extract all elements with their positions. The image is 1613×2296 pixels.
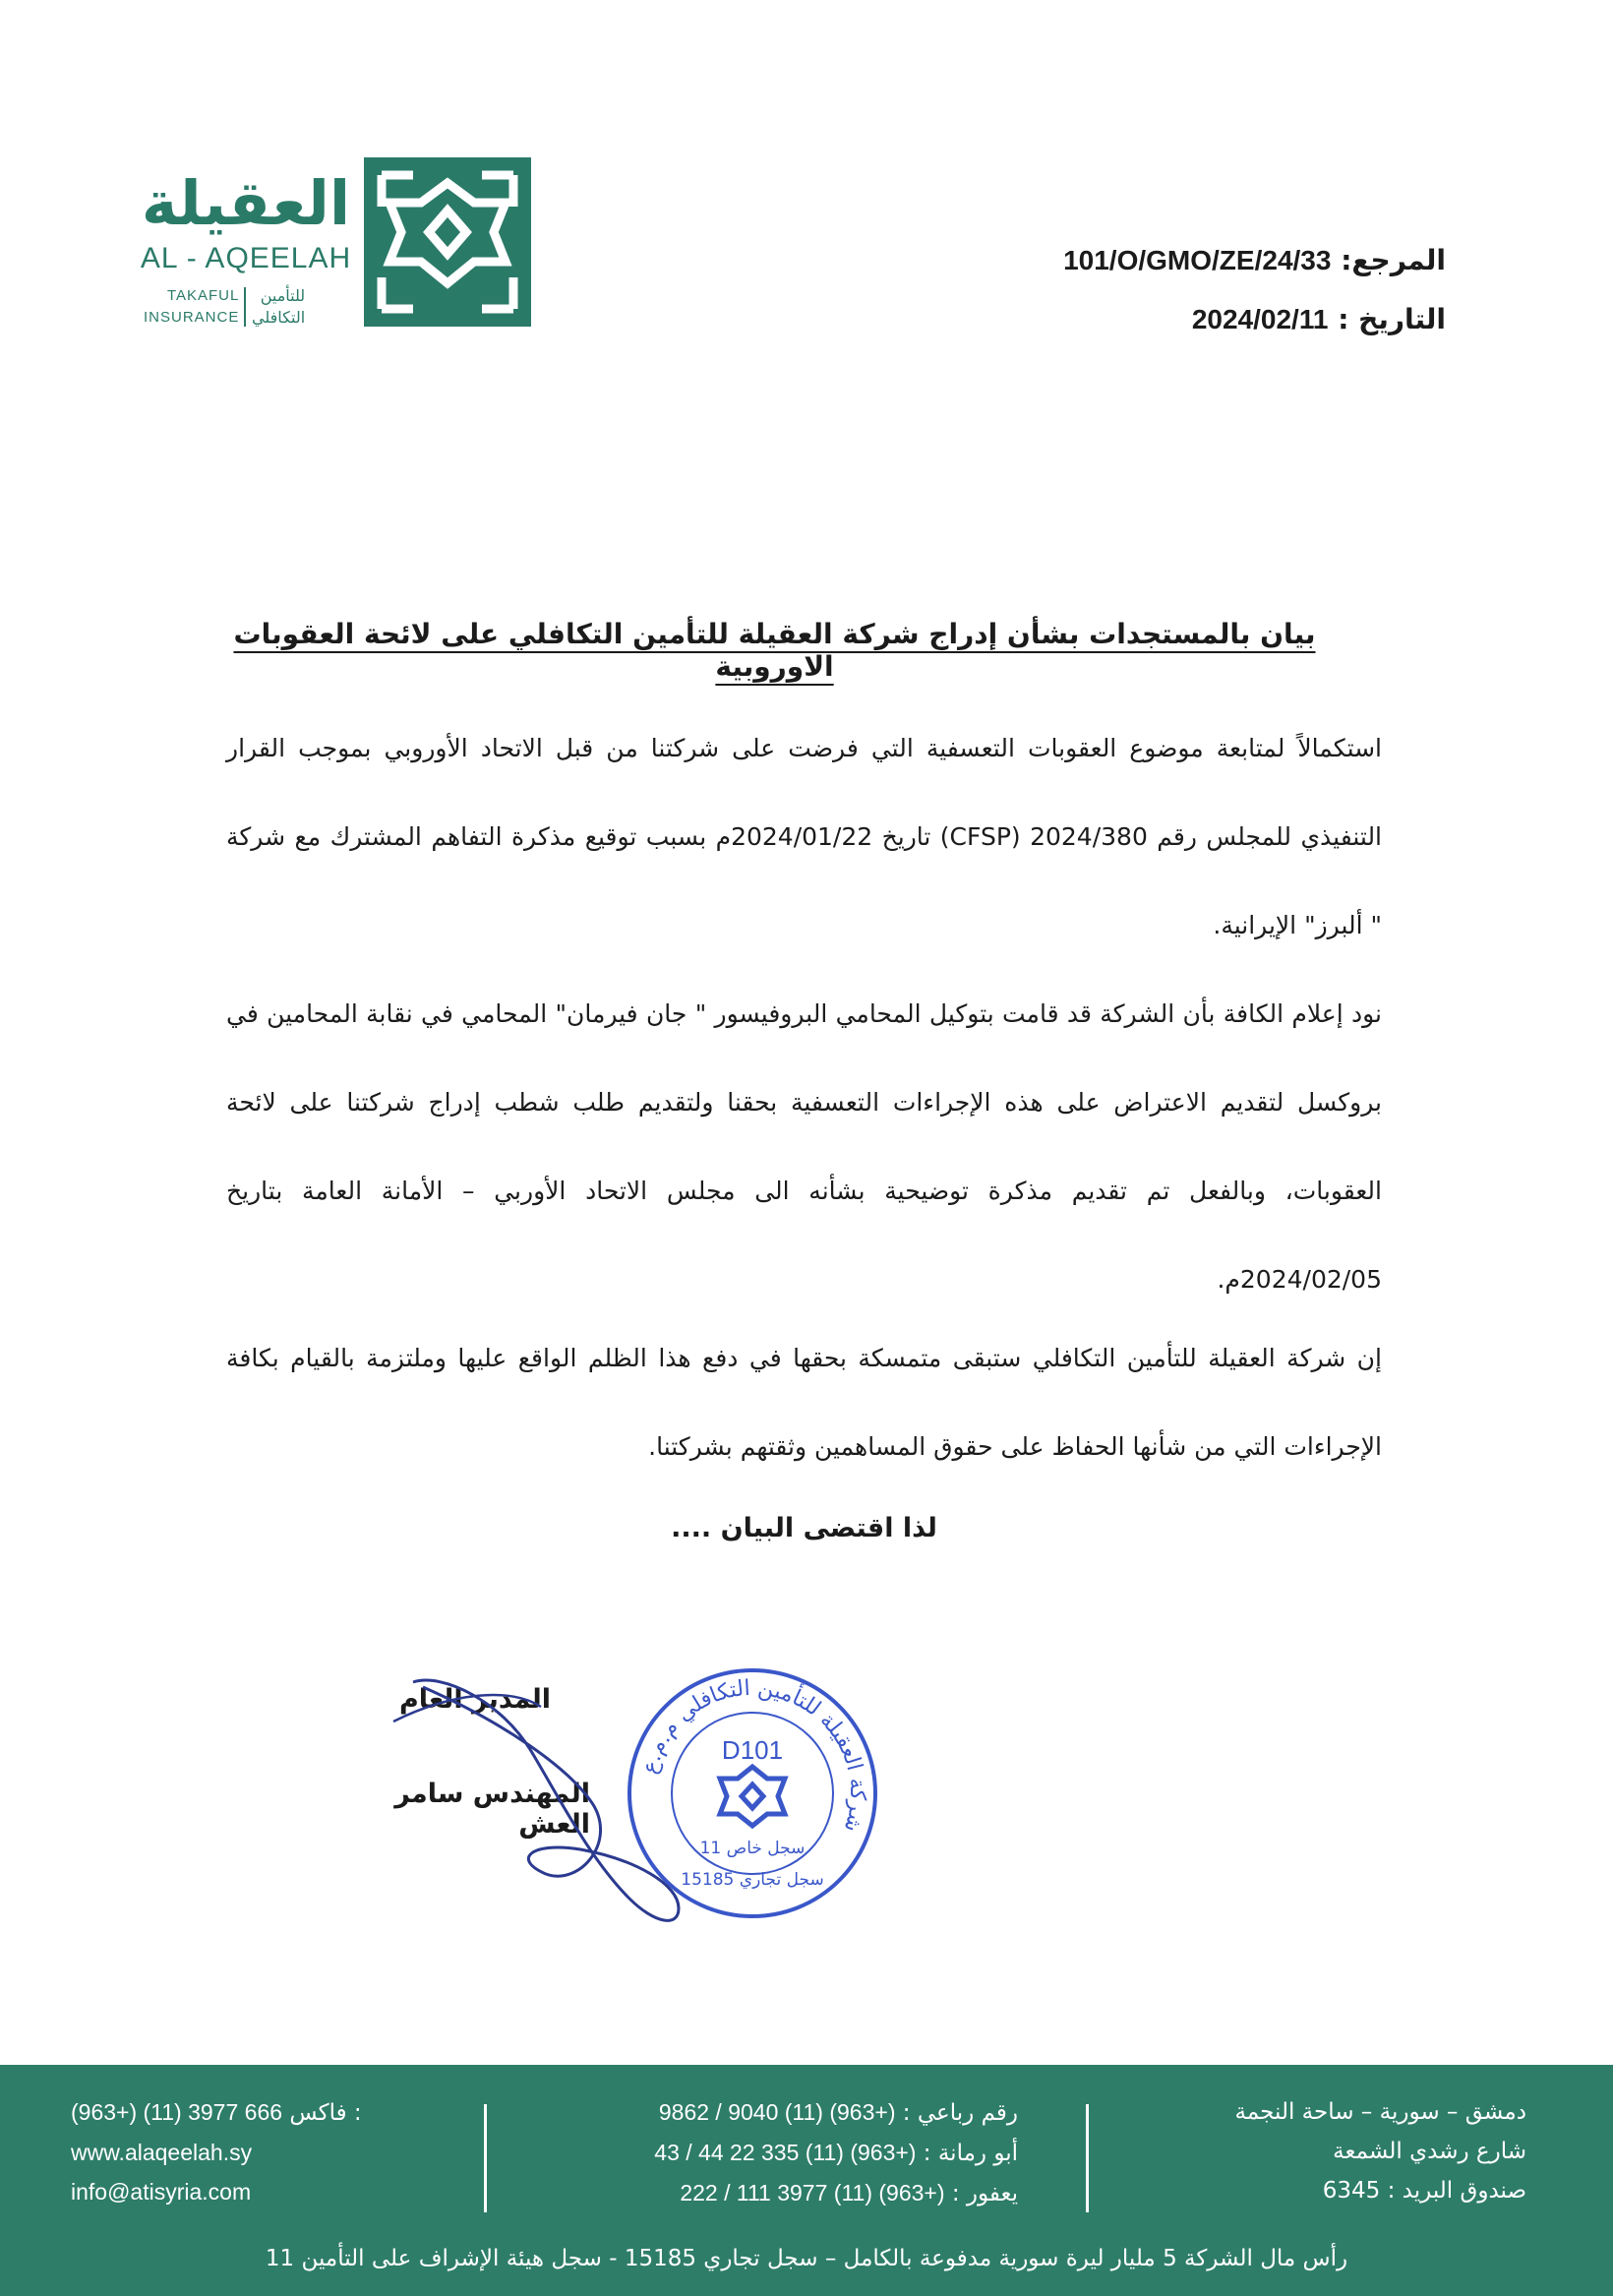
address-line-3: صندوق البريد : 6345 bbox=[1322, 2178, 1526, 2204]
phone-label: رقم رباعي : bbox=[902, 2100, 1018, 2126]
logo-sub-english bbox=[144, 285, 239, 329]
logo-english-name: AL - AQEELAH bbox=[140, 242, 352, 274]
website-link[interactable]: www.alaqeelah.sy bbox=[71, 2140, 253, 2165]
phone-value: 9862 / 9040 (11) (963+) bbox=[658, 2099, 896, 2125]
logo-sub-divider bbox=[244, 287, 246, 327]
signatory-name: المهندس سامر العش bbox=[394, 1779, 590, 1840]
signatory-title: المدير العام bbox=[399, 1684, 551, 1715]
paragraph-2: نود إعلام الكافة بأن الشركة قد قامت بتوكيل المحامي البروفيسور " جان فيرمان" المحامي في نقابة المحامين في بروكسل لتقديم الاعتراض على هذه الإجراءات التعسفية بحقنا ولتقديم طلب شطب إدراج شركتنا على لائحة العقوبات، وبالفعل تم تقديم مذكرة توضيحية بشأنه الى مجلس الاتحاد الأوربي – الأمانة العامة بتاريخ 2024/02/05م. bbox=[226, 999, 1382, 1294]
logo-sub-arabic bbox=[252, 285, 305, 329]
logo-sub-takaful: TAKAFUL bbox=[166, 287, 240, 304]
phone-label: أبو رمانة : bbox=[923, 2141, 1018, 2166]
footer-phones bbox=[507, 2092, 1018, 2213]
email-link[interactable]: info@atisyria.com bbox=[71, 2179, 252, 2205]
closing-line: لذا اقتضى البيان .... bbox=[671, 1513, 937, 1543]
phone-line bbox=[507, 2173, 1018, 2213]
fax-line bbox=[71, 2092, 464, 2133]
stamp-commercial-register: سجل تجاري 15185 bbox=[681, 1870, 824, 1890]
footer-bar bbox=[0, 2065, 1613, 2296]
paragraph-1: استكمالاً لمتابعة موضوع العقوبات التعسفية التي فرضت على شركتنا من قبل الاتحاد الأوروبي بموجب القرار التنفيذي للمجلس رقم 2024/380 (CFSP) تاريخ 2024/01/22م بسبب توقيع مذكرة التفاهم المشترك مع شركة " ألبرز" الإيرانية. bbox=[226, 734, 1383, 939]
phone-line bbox=[507, 2092, 1018, 2133]
reference-label: المرجع: bbox=[1341, 244, 1446, 276]
footer-address bbox=[1153, 2092, 1526, 2210]
reference-line bbox=[1063, 244, 1446, 276]
footer-divider bbox=[484, 2104, 487, 2212]
logo-geometric-icon bbox=[364, 157, 531, 327]
address-line-2: شارع رشدي الشمعة bbox=[1333, 2139, 1526, 2164]
statement-title: بيان بالمستجدات بشأن إدراج شركة العقيلة للتأمين التكافلي على لائحة العقوبات الاوروبية bbox=[233, 618, 1316, 683]
fax-label: فاكس : bbox=[289, 2100, 362, 2126]
stamp-ring-text: شركة العقيلة للتأمين التكافلي م.م.ع bbox=[637, 1675, 870, 1836]
phone-value: 43 / 44 22 335 (11) (963+) bbox=[654, 2140, 917, 2165]
logo-arabic-wordmark bbox=[138, 148, 354, 246]
stamp-code: D101 bbox=[721, 1735, 784, 1765]
phone-value: 222 / 111 3977 (11) (963+) bbox=[680, 2180, 945, 2205]
logo-sub-arabic-2: التكافلي bbox=[252, 308, 306, 327]
footer-divider bbox=[1086, 2104, 1089, 2212]
date-label: التاريخ : bbox=[1338, 303, 1446, 335]
paragraph-3: إن شركة العقيلة للتأمين التكافلي ستبقى متمسكة بحقها في دفع هذا الظلم الواقع عليها وملتزمة بالقيام بكافة الإجراءات التي من شأنها الحفاظ على حقوق المساهمين وثقتهم بشركتنا. bbox=[226, 1344, 1382, 1461]
capital-registration-line: رأس مال الشركة 5 مليار ليرة سورية مدفوعة بالكامل – سجل تجاري 15185 - سجل هيئة الإشراف على التأمين 11 bbox=[265, 2246, 1348, 2271]
logo-subtitle bbox=[138, 285, 354, 329]
footer-contact bbox=[71, 2092, 464, 2211]
logo-arabic-text: العقيلة bbox=[141, 167, 351, 239]
fax-value: (963+) (11) 3977 666 bbox=[71, 2099, 283, 2125]
reference-value: 101/O/GMO/ZE/24/33 bbox=[1063, 245, 1332, 275]
stamp-private-register: سجل خاص 11 bbox=[699, 1839, 806, 1858]
date-line bbox=[1192, 303, 1446, 335]
company-stamp bbox=[620, 1661, 885, 1926]
address-line-1: دمشق – سورية – ساحة النجمة bbox=[1234, 2099, 1526, 2125]
logo-sub-arabic-1: للتأمين bbox=[260, 286, 306, 305]
date-value: 2024/02/11 bbox=[1191, 304, 1329, 334]
phone-line bbox=[507, 2133, 1018, 2173]
phone-label: يعفور : bbox=[951, 2181, 1018, 2206]
logo-sub-insurance: INSURANCE bbox=[144, 309, 240, 326]
